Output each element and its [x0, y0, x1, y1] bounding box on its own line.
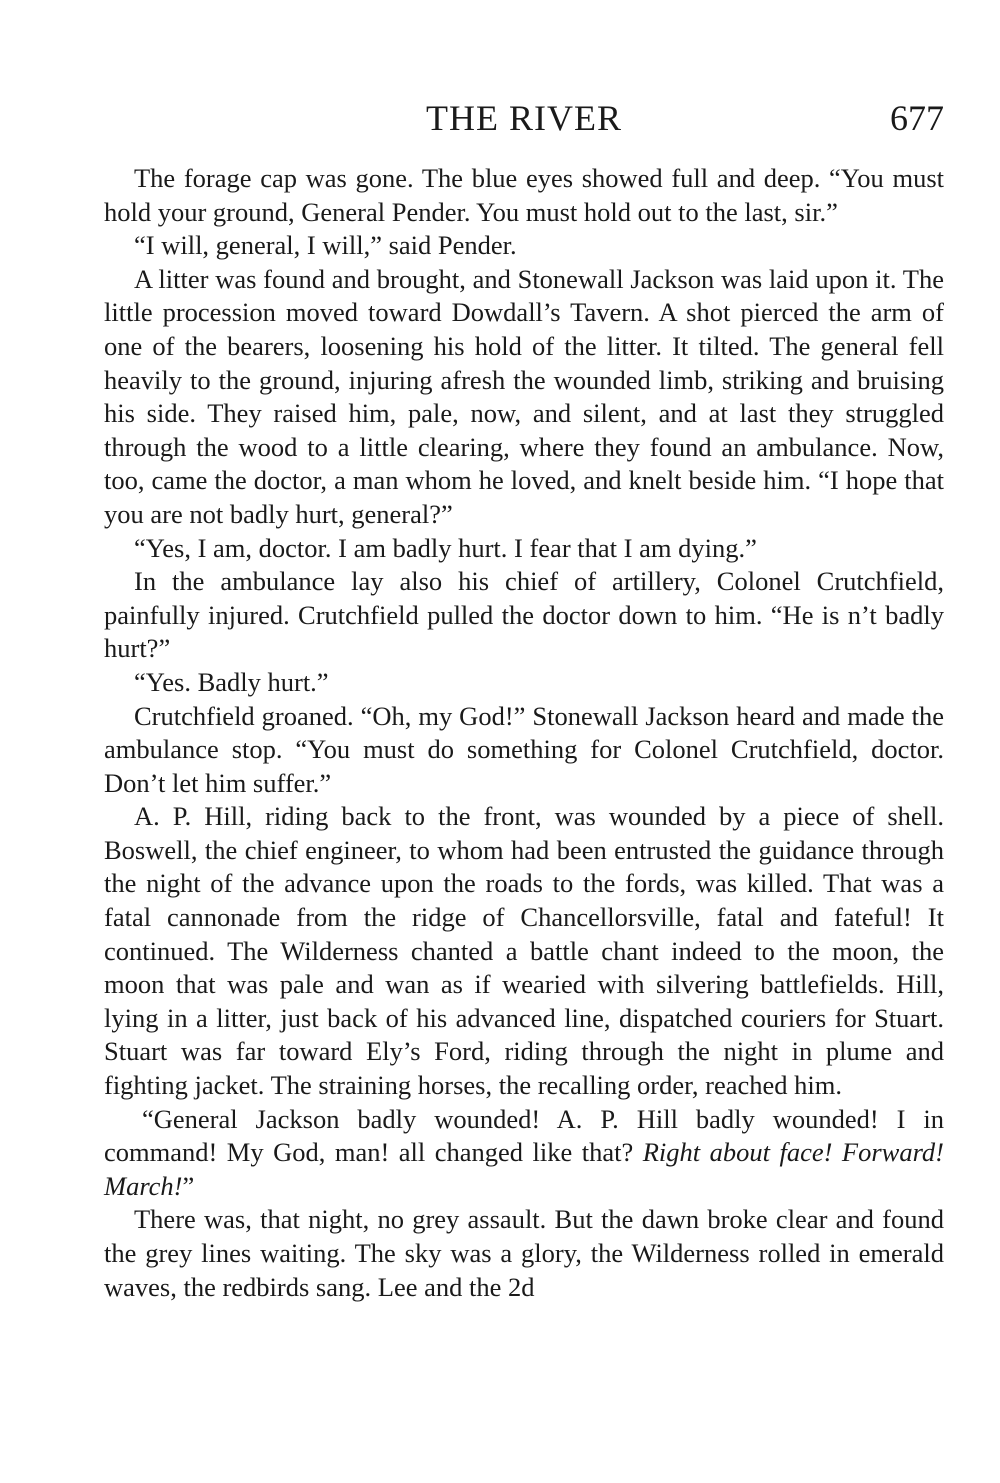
page-header: [104, 96, 944, 154]
running-title: THE RIVER: [426, 98, 622, 138]
paragraph-6: “Yes. Badly hurt.”: [134, 666, 329, 697]
paragraph-final: There was, that night, no grey assault. But the dawn broke clear and found the grey lines waiting. The sky was a glory, the Wilderness rolled in emerald waves, the redbirds sang. Lee and the 2d: [104, 1204, 944, 1302]
page-number: 677: [890, 98, 944, 138]
paragraph-1: The forage cap was gone. The blue eyes showed full and deep. “You must hold your ground, General Pender. You must hold out to the last, sir.”: [104, 163, 944, 227]
body-text: [104, 162, 944, 1304]
book-page: [104, 96, 944, 1304]
paragraph-8: A. P. Hill, riding back to the front, was wounded by a piece of shell. Boswell, the chief engineer, to whom had been entrusted the guidance through the night of the advance upon the roads to the fords, was killed. That was a fatal cannonade from the ridge of Chancellorsville, fatal and fateful! It continued. The Wilderness chanted a battle chant indeed to the moon, the moon that was pale and wan as if wearied with silvering battlefields. Hill, lying in a litter, just back of his advanced line, dispatched couriers for Stuart. Stuart was far toward Ely’s Ford, riding through the night in plume and fighting jacket. The straining horses, the recalling order, reached him.: [104, 801, 944, 1101]
quote-italic-text: Right about face! Forward! March!: [104, 1137, 944, 1201]
quote-text: “General Jackson badly wounded! A. P. Hill badly wounded! I in command! My God, man! all changed like that?: [104, 1103, 944, 1168]
quote-close: ”: [182, 1170, 195, 1201]
paragraph-7: Crutchfield groaned. “Oh, my God!” Stonewall Jackson heard and made the ambulance stop. “You must do something for Colonel Crutchfield, doctor. Don’t let him suffer.”: [104, 700, 944, 798]
paragraph-4: “Yes, I am, doctor. I am badly hurt. I fear that I am dying.”: [134, 532, 757, 563]
paragraph-3: A litter was found and brought, and Stonewall Jackson was laid upon it. The little procession moved toward Dowdall’s Tavern. A shot pierced the arm of one of the bearers, loosening his hold of the litter. It tilted. The general fell heavily to the ground, injuring afresh the wounded limb, striking and bruising his side. They raised him, pale, now, and silent, and at last they struggled through the wood to a little clearing, where they found an ambulance. Now, too, came the doctor, a man whom he loved, and knelt beside him. “I hope that you are not badly hurt, general?”: [104, 263, 944, 529]
paragraph-quote: [104, 1103, 944, 1204]
paragraph-5: In the ambulance lay also his chief of artillery, Colonel Crutchfield, painfully injured. Crutchfield pulled the doctor down to him. “He is n’t badly hurt?”: [104, 566, 944, 664]
paragraph-2: “I will, general, I will,” said Pender.: [134, 230, 517, 261]
